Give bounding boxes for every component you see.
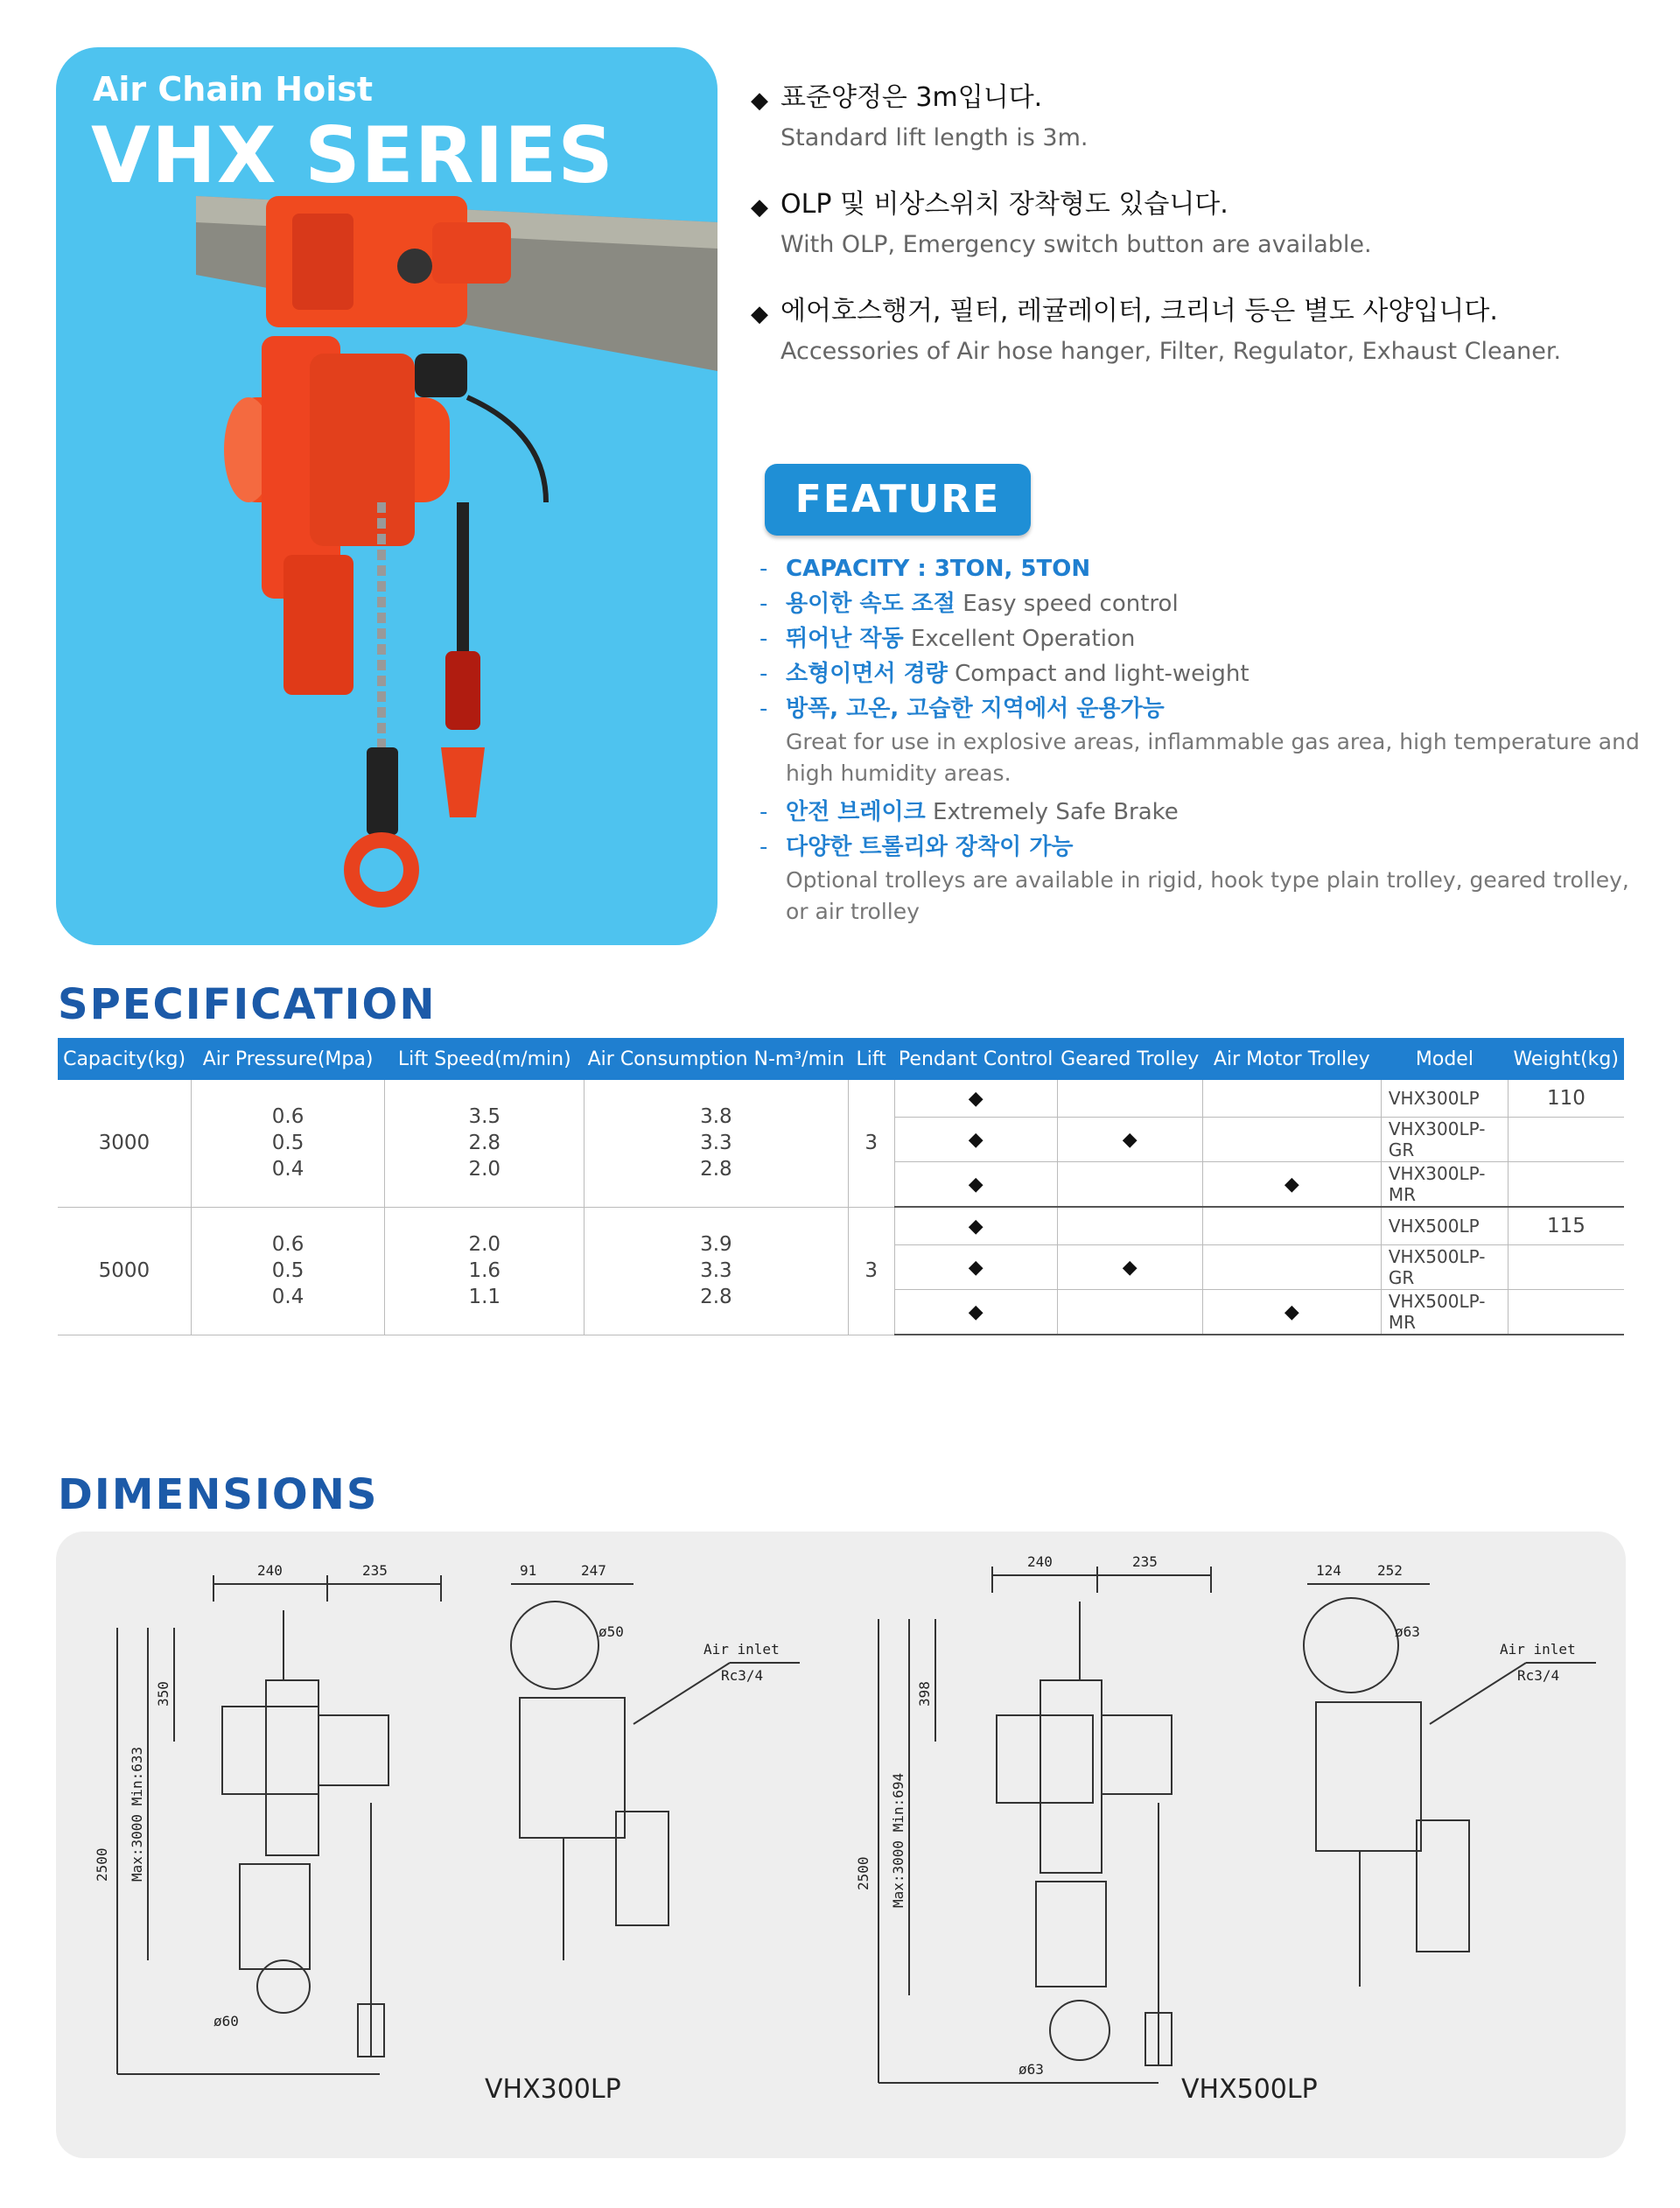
dim-label: 2500 — [855, 1856, 872, 1890]
bullet-en: Standard lift length is 3m. — [780, 124, 1088, 151]
dim-label: 124 — [1316, 1562, 1341, 1579]
col-consumption: Air Consumption N-m³/min — [584, 1038, 848, 1080]
cell-weight-empty — [1508, 1162, 1624, 1208]
dim-label: 247 — [581, 1562, 606, 1579]
hero-subtitle: Air Chain Hoist — [93, 70, 374, 109]
feature-en: Extremely Safe Brake — [933, 799, 1179, 825]
dim-label: Max:3000 Min:633 — [129, 1746, 145, 1882]
bullet-en: Accessories of Air hose hanger, Filter, Regulator, Exhaust Cleaner. — [780, 338, 1562, 365]
bullet-ko: 에어호스행거, 필터, 레귤레이터, 크리너 등은 별도 사양입니다. — [780, 296, 1498, 326]
bullet-en: With OLP, Emergency switch button are available. — [780, 231, 1372, 258]
cell-air-motor — [1202, 1207, 1381, 1245]
feature-item: - 다양한 트롤리와 장착이 가능 — [760, 834, 1074, 860]
feature-ko: 뛰어난 작동 — [786, 626, 904, 652]
cell-geared — [1057, 1290, 1202, 1335]
cell-pressure: 0.6 0.5 0.4 — [191, 1080, 385, 1207]
drawing-caption: VHX500LP — [1181, 2074, 1318, 2105]
diamond-icon: ◆ — [751, 301, 768, 327]
cell-air-motor: ◆ — [1202, 1290, 1381, 1335]
feature-en: Excellent Operation — [910, 626, 1136, 652]
cell-model: VHX300LP-GR — [1381, 1118, 1508, 1162]
cell-pendant: ◆ — [894, 1290, 1057, 1335]
specification-table — [58, 1038, 1624, 1335]
cell-model: VHX500LP — [1381, 1207, 1508, 1245]
feature-ko: CAPACITY : 3TON, 5TON — [786, 556, 1091, 582]
cell-capacity: 3000 — [58, 1080, 191, 1207]
dim-label: Rc3/4 — [721, 1667, 764, 1684]
cell-weight: 110 — [1508, 1080, 1624, 1118]
cell-model: VHX300LP — [1381, 1080, 1508, 1118]
cell-speed: 2.0 1.6 1.1 — [385, 1207, 584, 1335]
feature-item: - 용이한 속도 조절 Easy speed control — [760, 591, 1179, 617]
col-weight: Weight(kg) — [1508, 1038, 1624, 1080]
feature-en: Easy speed control — [962, 591, 1179, 617]
cell-weight: 115 — [1508, 1207, 1624, 1245]
cell-pendant: ◆ — [894, 1207, 1057, 1245]
cell-capacity: 5000 — [58, 1207, 191, 1335]
col-pressure: Air Pressure(Mpa) — [191, 1038, 385, 1080]
cell-pendant: ◆ — [894, 1080, 1057, 1118]
feature-ko: 안전 브레이크 — [786, 799, 926, 825]
bullet-ko: 표준양정은 3m입니다. — [780, 82, 1043, 113]
bullet-list — [751, 81, 1643, 401]
dim-label: 350 — [155, 1681, 172, 1707]
bullet-item — [751, 187, 1643, 263]
cell-air-motor — [1202, 1245, 1381, 1290]
feature-description: Great for use in explosive areas, inflammable gas area, high temperature and high humidity areas. — [786, 729, 1640, 786]
feature-ko: 방폭, 고온, 고습한 지역에서 운용가능 — [786, 696, 1165, 722]
feature-en: Compact and light-weight — [955, 661, 1250, 687]
dim-label: 398 — [916, 1681, 933, 1707]
feature-item: - 뛰어난 작동 Excellent Operation — [760, 626, 1136, 652]
col-lift: Lift — [848, 1038, 894, 1080]
col-pendant: Pendant Control — [894, 1038, 1057, 1080]
dim-label: ø50 — [598, 1623, 624, 1640]
cell-model: VHX300LP-MR — [1381, 1162, 1508, 1208]
cell-air-motor — [1202, 1118, 1381, 1162]
dim-label: 235 — [1132, 1553, 1158, 1570]
feature-description: Optional trolleys are available in rigid, hook type plain trolley, geared trolley, or air trolley — [786, 867, 1629, 924]
table-row — [58, 1080, 1624, 1118]
cell-model: VHX500LP-GR — [1381, 1245, 1508, 1290]
drawing-vhx300lp-front — [82, 1549, 467, 2109]
dim-label: 235 — [362, 1562, 388, 1579]
hero-title: VHX SERIES — [91, 110, 614, 200]
cell-consumption: 3.8 3.3 2.8 — [584, 1080, 848, 1207]
cell-geared — [1057, 1162, 1202, 1208]
bullet-item — [751, 294, 1643, 369]
cell-weight-empty — [1508, 1118, 1624, 1162]
dimensions-panel — [56, 1532, 1626, 2158]
drawing-caption: VHX300LP — [485, 2074, 621, 2105]
cell-weight-empty — [1508, 1290, 1624, 1335]
cell-air-motor — [1202, 1080, 1381, 1118]
cell-geared — [1057, 1207, 1202, 1245]
dim-label: Max:3000 Min:694 — [890, 1772, 906, 1908]
dimensions-title: DIMENSIONS — [58, 1470, 379, 1519]
dim-label: 252 — [1377, 1562, 1403, 1579]
cell-lift: 3 — [848, 1080, 894, 1207]
feature-item: - 안전 브레이크 Extremely Safe Brake — [760, 799, 1179, 825]
cell-model: VHX500LP-MR — [1381, 1290, 1508, 1335]
dim-label: 240 — [257, 1562, 283, 1579]
cell-pendant: ◆ — [894, 1162, 1057, 1208]
cell-geared: ◆ — [1057, 1118, 1202, 1162]
dim-label: ø63 — [1395, 1623, 1420, 1640]
dim-label: Rc3/4 — [1517, 1667, 1560, 1684]
col-air-motor: Air Motor Trolley — [1202, 1038, 1381, 1080]
bullet-ko: OLP 및 비상스위치 장착형도 있습니다. — [780, 189, 1228, 220]
cell-weight-empty — [1508, 1245, 1624, 1290]
table-row — [58, 1207, 1624, 1245]
diamond-icon: ◆ — [751, 88, 768, 114]
dim-label: Air inlet — [1500, 1641, 1576, 1658]
bullet-item — [751, 81, 1643, 156]
dim-label: ø63 — [1018, 2061, 1044, 2078]
feature-ko: 다양한 트롤리와 장착이 가능 — [786, 834, 1074, 860]
cell-lift: 3 — [848, 1207, 894, 1335]
col-capacity: Capacity(kg) — [58, 1038, 191, 1080]
dim-label: Air inlet — [704, 1641, 780, 1658]
dim-label: 240 — [1027, 1553, 1053, 1570]
dim-label: 2500 — [94, 1847, 110, 1882]
cell-pressure: 0.6 0.5 0.4 — [191, 1207, 385, 1335]
feature-list — [760, 551, 1643, 933]
cell-pendant: ◆ — [894, 1245, 1057, 1290]
feature-item: - 방폭, 고온, 고습한 지역에서 운용가능 — [760, 696, 1165, 722]
cell-air-motor: ◆ — [1202, 1162, 1381, 1208]
specification-title: SPECIFICATION — [58, 980, 437, 1029]
feature-ko: 용이한 속도 조절 — [786, 591, 956, 617]
drawing-vhx500lp-front — [844, 1540, 1228, 2100]
col-model: Model — [1381, 1038, 1508, 1080]
col-geared: Geared Trolley — [1057, 1038, 1202, 1080]
diamond-icon: ◆ — [751, 194, 768, 221]
cell-pendant: ◆ — [894, 1118, 1057, 1162]
cell-geared: ◆ — [1057, 1245, 1202, 1290]
col-speed: Lift Speed(m/min) — [385, 1038, 584, 1080]
cell-speed: 3.5 2.8 2.0 — [385, 1080, 584, 1207]
dim-label: ø60 — [214, 2013, 239, 2029]
drawing-vhx300lp-side — [485, 1549, 817, 2004]
dim-label: 91 — [520, 1562, 537, 1579]
cell-consumption: 3.9 3.3 2.8 — [584, 1207, 848, 1335]
hero-panel — [56, 47, 718, 945]
feature-item: - 소형이면서 경량 Compact and light-weight — [760, 661, 1250, 687]
cell-geared — [1057, 1080, 1202, 1118]
drawing-vhx500lp-side — [1281, 1549, 1614, 2004]
feature-item: - CAPACITY : 3TON, 5TON — [760, 556, 1091, 582]
feature-badge: FEATURE — [765, 464, 1031, 536]
table-header-row — [58, 1038, 1624, 1080]
feature-ko: 소형이면서 경량 — [786, 661, 948, 687]
